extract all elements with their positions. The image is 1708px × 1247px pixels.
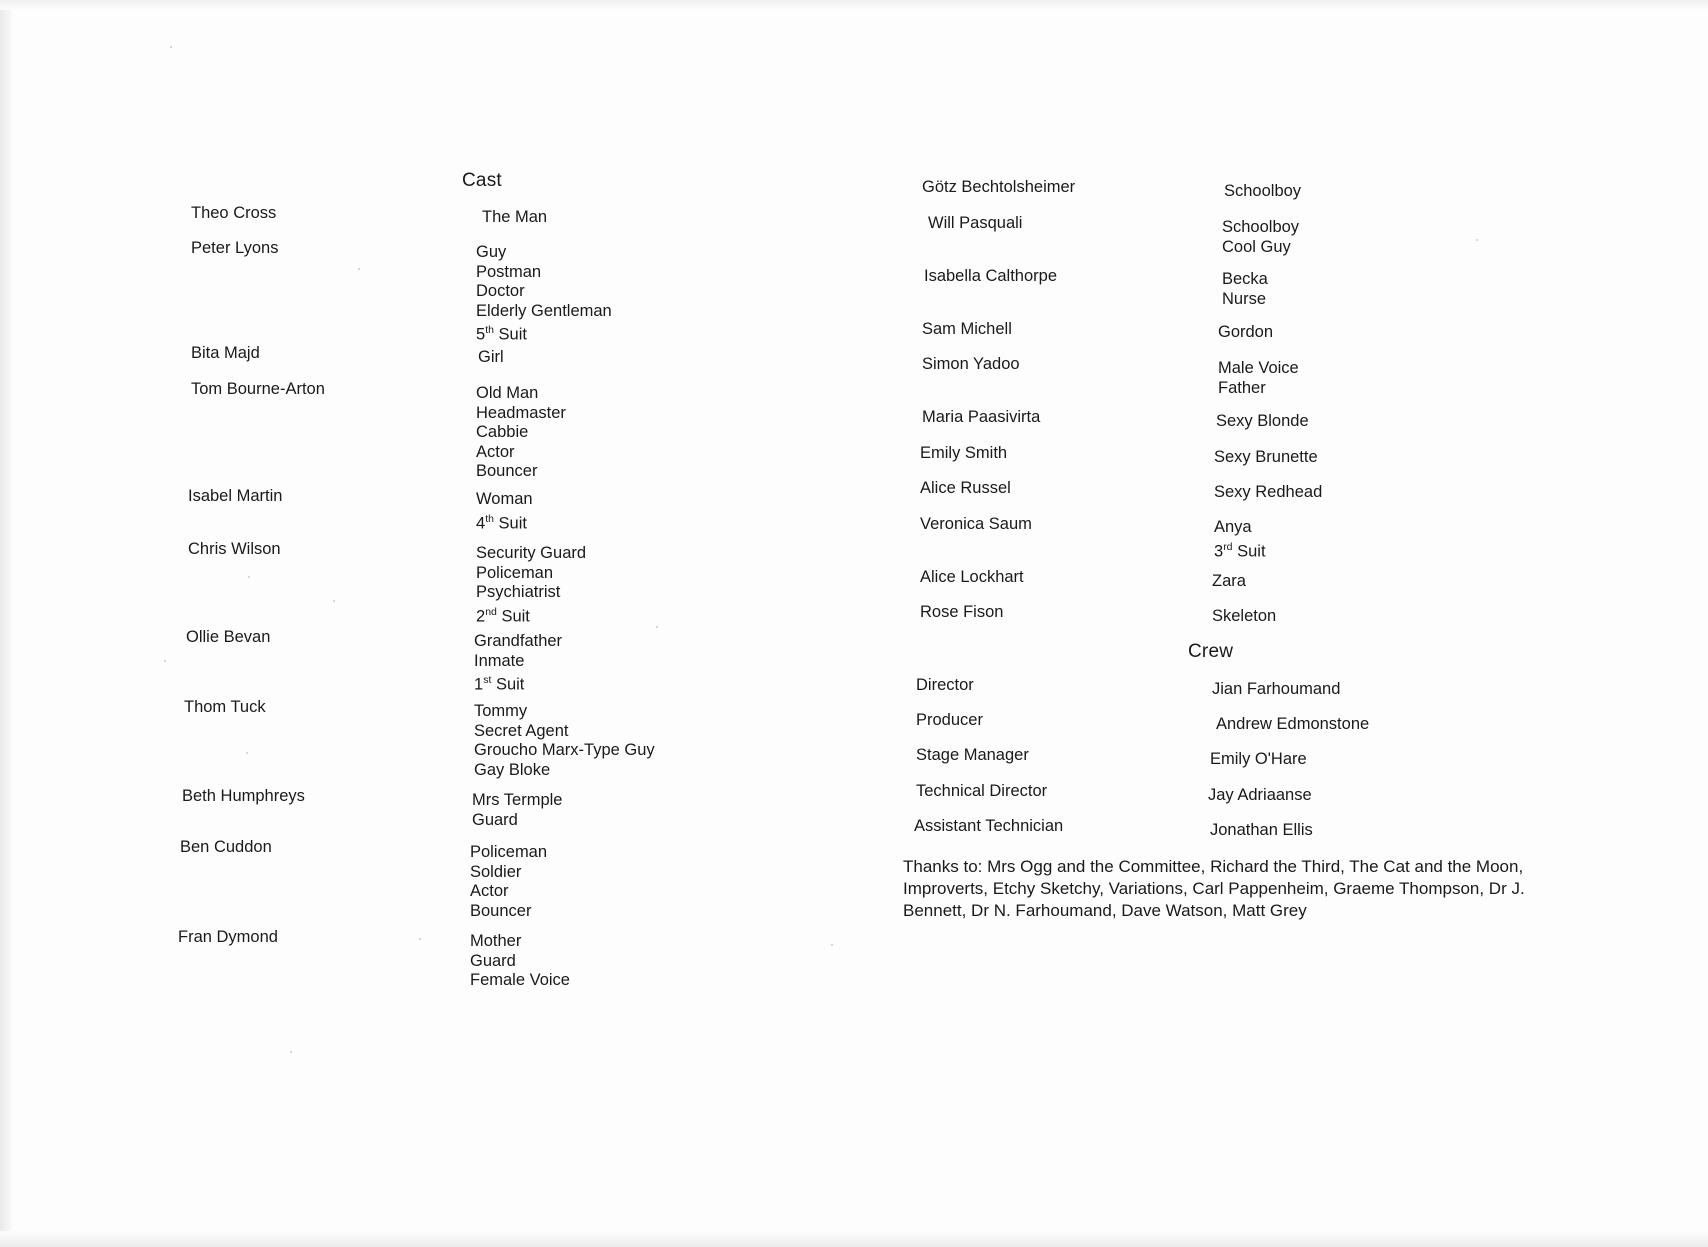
crew-name: Jian Farhoumand [1212, 680, 1341, 698]
cast-role: Sexy Brunette [1214, 448, 1318, 466]
cast-name: Alice Russel [920, 479, 1011, 497]
cast-roles [470, 843, 547, 921]
cast-role: Gordon [1218, 323, 1274, 341]
cast-role: Guard [472, 810, 518, 829]
cast-role: Secret Agent [474, 721, 569, 740]
cast-role: Zara [1212, 572, 1246, 590]
cast-name: Simon Yadoo [922, 355, 1020, 373]
crew-role: Assistant Technician [914, 817, 1064, 835]
scan-speck [170, 46, 172, 48]
cast-role: 1st Suit [474, 674, 525, 694]
cast-roles [1218, 323, 1273, 343]
crew-role: Technical Director [916, 782, 1048, 800]
cast-roles [1212, 572, 1246, 592]
scan-speck [290, 1051, 292, 1053]
cast-role: Gay Bloke [474, 760, 551, 779]
scan-speck [656, 626, 658, 628]
cast-role: Policeman [470, 843, 548, 861]
cast-role: Skeleton [1212, 607, 1277, 625]
cast-roles [472, 791, 562, 830]
cast-role: Nurse [1222, 289, 1267, 308]
cast-roles [474, 702, 655, 780]
crew-role: Director [916, 676, 974, 694]
cast-role: Sexy Blonde [1216, 412, 1309, 430]
cast-name: Götz Bechtolsheimer [922, 178, 1076, 196]
scan-speck [419, 938, 421, 940]
cast-role: 5th Suit [476, 324, 527, 344]
cast-roles [476, 243, 612, 345]
cast-name: Ben Cuddon [180, 838, 272, 856]
cast-role: Guy [476, 243, 507, 261]
cast-role: Soldier [470, 862, 522, 881]
scan-edge-left [0, 0, 14, 1247]
cast-role: Bouncer [470, 901, 532, 920]
cast-role: Bouncer [476, 462, 538, 480]
cast-role: Schoolboy [1222, 218, 1300, 236]
crew-name: Andrew Edmonstone [1216, 715, 1370, 733]
scan-speck [1476, 239, 1478, 241]
cast-role: Mother [470, 932, 522, 950]
scan-edge-top [0, 0, 1708, 10]
cast-role: 2nd Suit [476, 605, 530, 625]
scan-edge-bottom [0, 1231, 1708, 1247]
scan-speck [246, 752, 248, 754]
cast-role: Male Voice [1218, 359, 1299, 377]
cast-roles [1214, 518, 1266, 562]
cast-roles [1218, 359, 1299, 398]
cast-role: Schoolboy [1224, 182, 1302, 200]
cast-roles [478, 348, 504, 368]
cast-role: Old Man [476, 384, 539, 402]
crew-name: Jonathan Ellis [1210, 821, 1313, 839]
cast-role: Elderly Gentleman [476, 301, 612, 320]
cast-role: Father [1218, 378, 1266, 397]
cast-role: Girl [478, 348, 504, 366]
crew-heading: Crew [1188, 641, 1234, 662]
cast-role: The Man [482, 208, 548, 226]
cast-role: Tommy [474, 702, 528, 720]
cast-roles [1214, 483, 1322, 503]
cast-role: 4th Suit [476, 512, 527, 532]
crew-role: Producer [916, 711, 983, 729]
cast-heading: Cast [462, 170, 502, 191]
cast-name: Tom Bourne-Arton [191, 380, 325, 398]
thanks-paragraph: Thanks to: Mrs Ogg and the Committee, Richard the Third, The Cat and the Moon, Improverts, Etchy Sketchy, Variations, Carl Pappenheim, Graeme Thompson, Dr J. Bennett, Dr N. Farhoumand, Dave Watson, Matt Grey [903, 857, 1525, 920]
cast-roles [476, 384, 566, 482]
cast-role: Security Guard [476, 544, 587, 562]
cast-roles [482, 208, 547, 228]
scan-speck [358, 268, 360, 270]
cast-name: Peter Lyons [191, 239, 279, 257]
crew-name: Jay Adriaanse [1208, 786, 1312, 804]
cast-name: Will Pasquali [928, 214, 1023, 232]
cast-name: Alice Lockhart [920, 568, 1024, 586]
cast-role: Cabbie [476, 423, 529, 441]
cast-role: Anya [1214, 518, 1252, 536]
cast-role: Inmate [474, 651, 525, 670]
cast-name: Isabel Martin [188, 487, 283, 505]
crew-role: Stage Manager [916, 746, 1029, 764]
cast-role: Doctor [476, 282, 525, 300]
cast-name: Beth Humphreys [182, 787, 305, 805]
cast-role: Headmaster [476, 403, 566, 422]
cast-roles [1216, 412, 1309, 432]
cast-roles [1222, 218, 1299, 257]
cast-role: Psychiatrist [476, 583, 561, 601]
cast-role: Groucho Marx-Type Guy [474, 741, 655, 759]
cast-roles [476, 490, 533, 534]
cast-roles [1214, 448, 1318, 468]
cast-name: Rose Fison [920, 603, 1004, 621]
cast-name: Sam Michell [922, 320, 1012, 338]
cast-roles [474, 632, 562, 695]
cast-roles [1212, 607, 1276, 627]
cast-role: Cool Guy [1222, 237, 1291, 256]
cast-name: Thom Tuck [184, 698, 266, 716]
cast-roles [476, 544, 586, 627]
cast-name: Theo Cross [191, 204, 277, 222]
scan-speck [248, 576, 250, 578]
cast-name: Isabella Calthorpe [924, 267, 1057, 285]
cast-role: Policeman [476, 563, 554, 582]
crew-name: Emily O'Hare [1210, 750, 1307, 768]
cast-roles [1224, 182, 1301, 202]
cast-roles [1222, 270, 1268, 309]
cast-name: Chris Wilson [188, 540, 281, 558]
cast-role: Female Voice [470, 971, 570, 989]
cast-roles [470, 932, 570, 991]
cast-name: Veronica Saum [920, 515, 1032, 533]
cast-name: Maria Paasivirta [922, 408, 1041, 426]
scan-speck [164, 660, 166, 662]
cast-role: Guard [470, 951, 516, 970]
cast-role: Woman [476, 490, 533, 508]
cast-role: Postman [476, 262, 542, 281]
cast-role: Sexy Redhead [1214, 483, 1323, 501]
cast-name: Emily Smith [920, 444, 1008, 462]
scan-speck [831, 944, 833, 946]
scan-speck [333, 600, 335, 602]
cast-name: Fran Dymond [178, 928, 278, 946]
cast-role: Grandfather [474, 632, 563, 650]
cast-name: Bita Majd [191, 344, 260, 362]
cast-role: Actor [476, 442, 515, 461]
cast-name: Ollie Bevan [186, 628, 271, 646]
cast-role: Actor [470, 882, 509, 900]
cast-role: 3rd Suit [1214, 540, 1266, 560]
cast-role: Mrs Termple [472, 791, 563, 809]
cast-role: Becka [1222, 270, 1268, 288]
